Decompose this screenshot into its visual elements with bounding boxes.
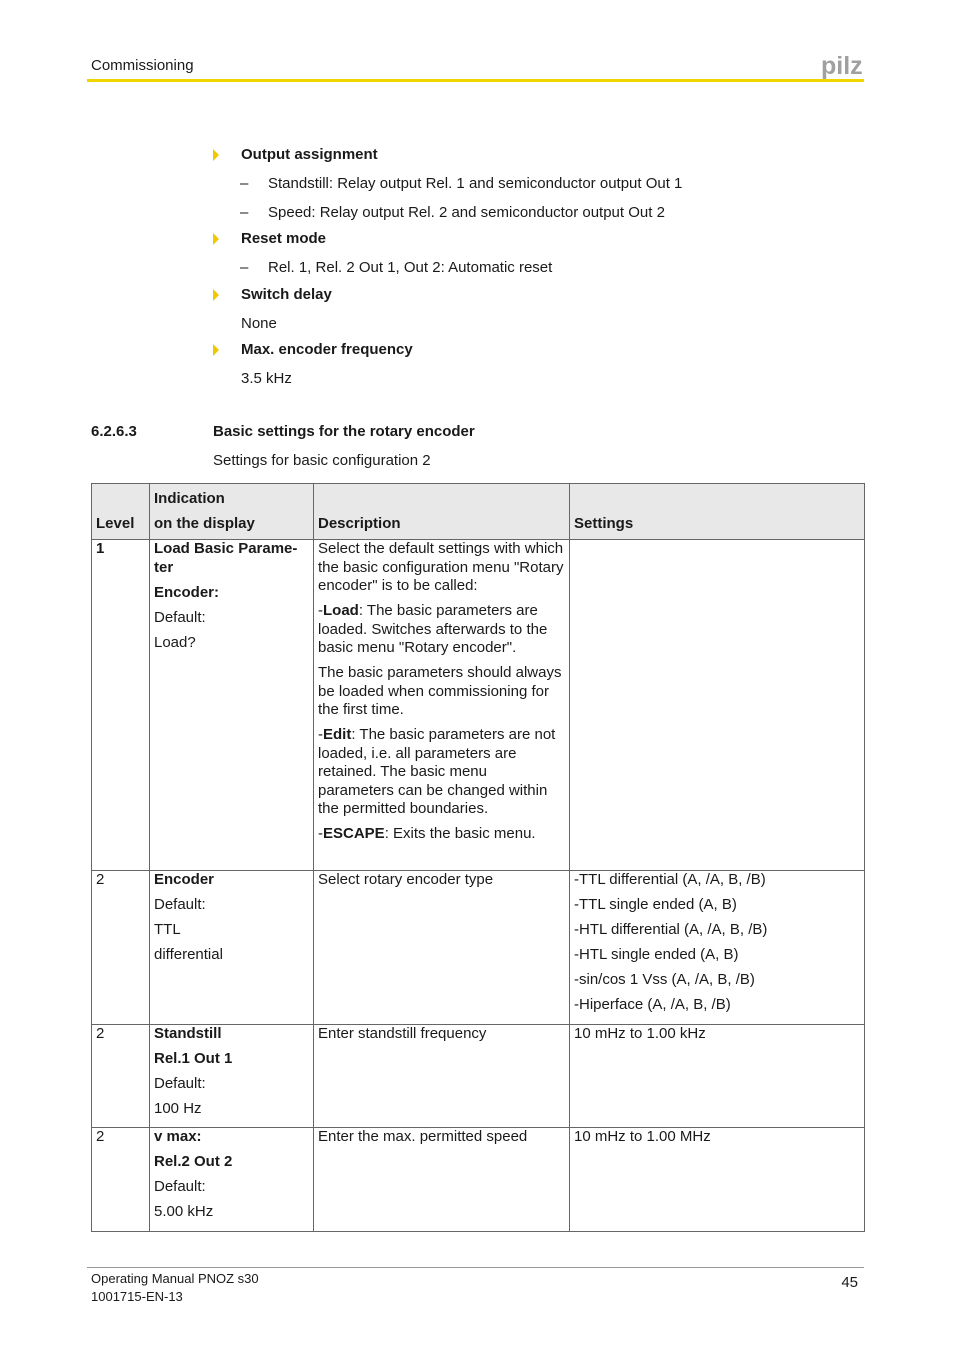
bullet-title: Max. encoder frequency [241, 341, 413, 358]
indication-cell: Standstill Rel.1 Out 1 Default: 100 Hz [150, 1025, 314, 1128]
bullet-arrow-icon [213, 289, 219, 301]
table-row [92, 871, 865, 1025]
table-header-row [92, 484, 865, 540]
bullet-title: Switch delay [241, 286, 332, 303]
bullet-arrow-icon [213, 344, 219, 356]
description-cell: Enter standstill frequency [314, 1025, 570, 1128]
footer-info [91, 1270, 259, 1306]
bullet-arrow-icon [213, 233, 219, 245]
level-cell: 1 [92, 540, 150, 871]
bullet-title: Reset mode [241, 230, 327, 247]
level-cell: 2 [92, 1128, 150, 1232]
settings-table [91, 483, 865, 1232]
table-row [92, 540, 865, 871]
section-number: 6.2.6.3 [91, 423, 137, 440]
footer-doc-number: 1001715-EN-13 [91, 1289, 183, 1304]
table-row [92, 1128, 865, 1232]
header-description: Description [314, 484, 570, 540]
list-item-text: Speed: Relay output Rel. 2 and semiconductor output Out 2 [268, 204, 665, 221]
header-section-title: Commissioning [91, 57, 194, 74]
header-rule [87, 79, 864, 82]
header-level: Level [92, 484, 150, 540]
settings-cell: -TTL differential (A, /A, B, /B) -TTL single ended (A, B) -HTL differential (A, /A, B, /B) -HTL single ended (A, B) -sin/cos 1 Vss (A, /A, B, /B) -Hiperface (A, /A, B, /B) [570, 871, 865, 1025]
table-row [92, 1025, 865, 1128]
list-item-text: Rel. 1, Rel. 2 Out 1, Out 2: Automatic reset [268, 259, 553, 276]
settings-cell: 10 mHz to 1.00 MHz [570, 1128, 865, 1232]
bullet-arrow-icon [213, 149, 219, 161]
footer-manual-title: Operating Manual PNOZ s30 [91, 1271, 259, 1286]
footer-rule [87, 1267, 864, 1268]
settings-cell: 10 mHz to 1.00 kHz [570, 1025, 865, 1128]
indication-cell: Encoder Default: TTL differential [150, 871, 314, 1025]
indication-cell: Load Basic Parame- ter Encoder: Default: Load? [150, 540, 314, 871]
pilz-logo [821, 53, 863, 79]
list-item-text: Standstill: Relay output Rel. 1 and semiconductor output Out 1 [268, 175, 683, 192]
indication-cell: v max: Rel.2 Out 2 Default: 5.00 kHz [150, 1128, 314, 1232]
description-cell: Select rotary encoder type [314, 871, 570, 1025]
settings-cell [570, 540, 865, 871]
description-cell: Select the default settings with which the basic configuration menu "Rotary encoder" is to be called: -Load: The basic parameters are loaded. Switches afterwards to the basic menu "Rotary encoder". The basic parameters should always be loaded when commissioning for the first time. -Edit: The basic parameters are not loaded, i.e. all parameters are retained. The basic menu parameters can be changed within the permitted boundaries. -ESCAPE: Exits the basic menu. [314, 540, 570, 871]
level-cell: 2 [92, 1025, 150, 1128]
section-intro: Settings for basic configuration 2 [213, 452, 431, 469]
header-indication: Indication on the display [150, 484, 314, 540]
description-cell: Enter the max. permitted speed [314, 1128, 570, 1232]
bullet-title: Output assignment [241, 146, 378, 163]
header-settings: Settings [570, 484, 865, 540]
section-title: Basic settings for the rotary encoder [213, 423, 475, 440]
page-number: 45 [841, 1274, 858, 1291]
level-cell: 2 [92, 871, 150, 1025]
svg-text:pilz: pilz [821, 53, 863, 79]
